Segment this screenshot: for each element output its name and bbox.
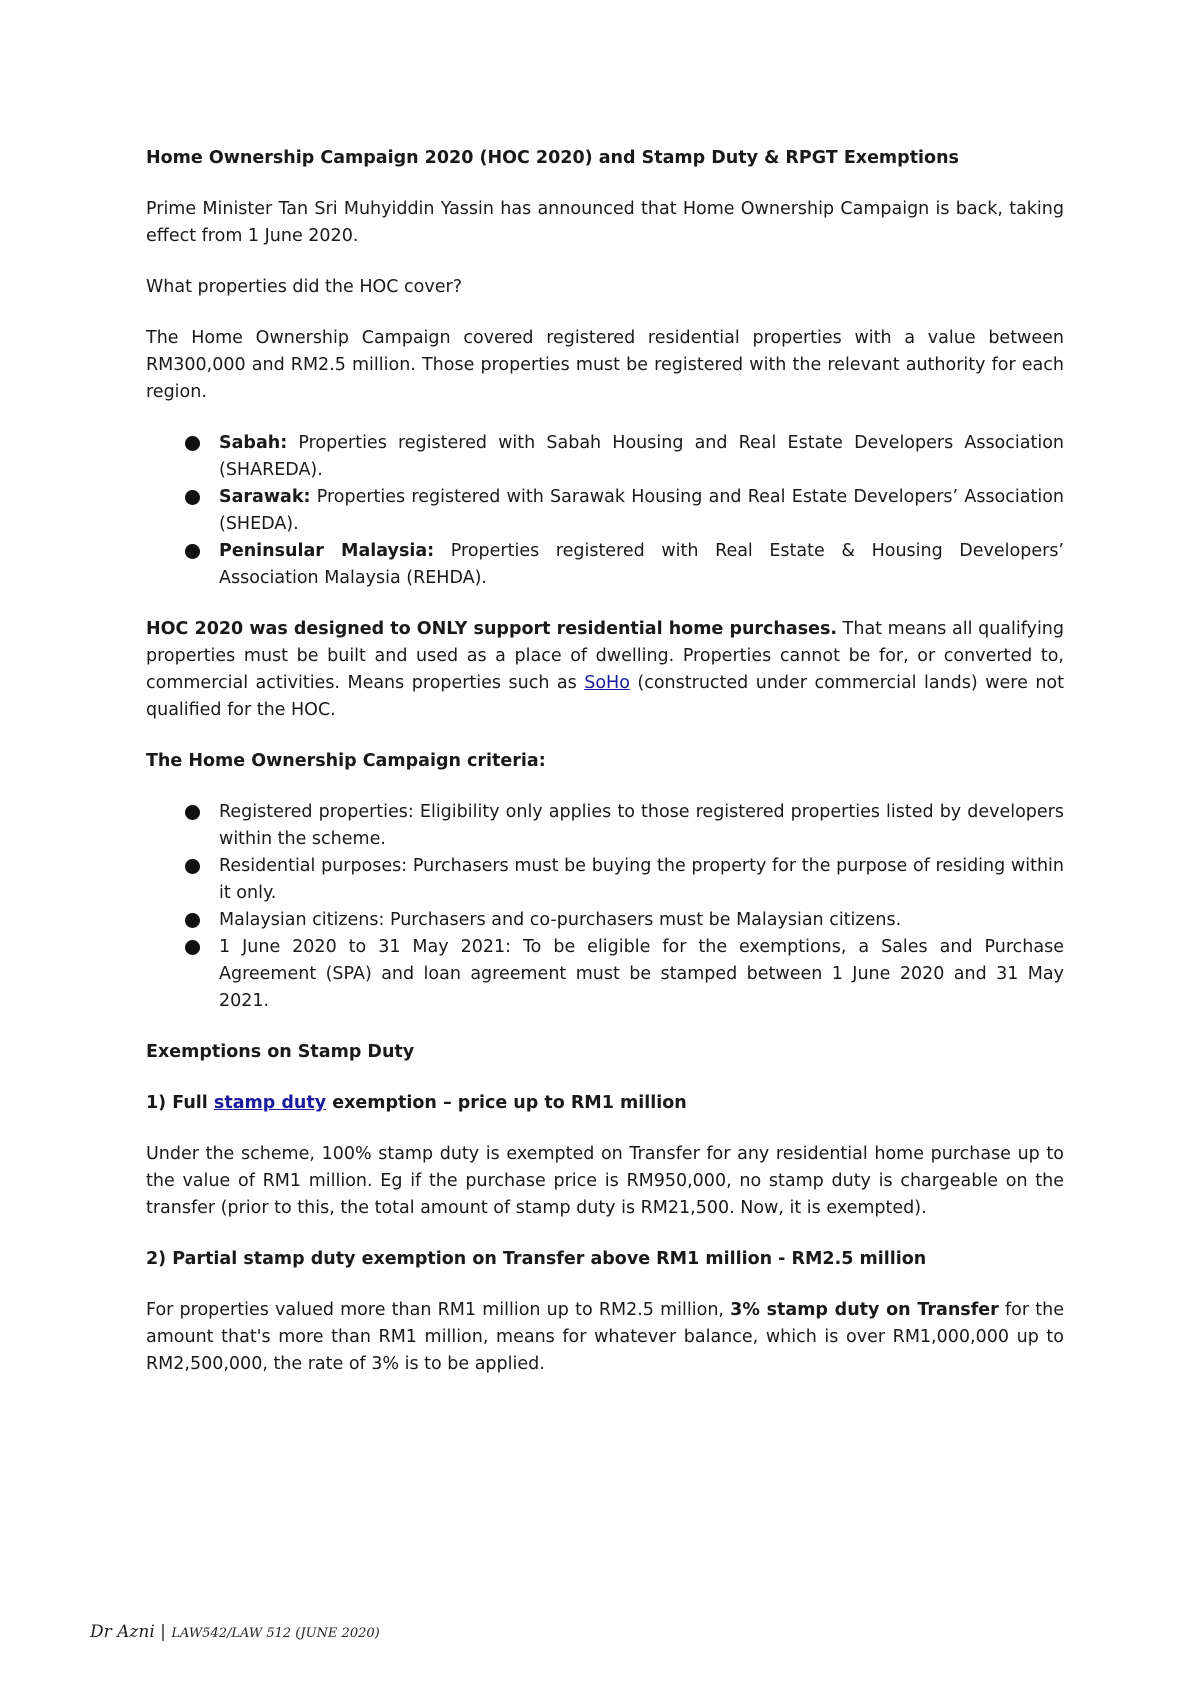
stamp-duty-link[interactable]: stamp duty [213, 1093, 327, 1113]
footer-author: Dr Azni [90, 1622, 155, 1642]
coverage-paragraph: The Home Ownership Campaign covered registered residential properties with a value between RM300,000 and RM2.5 million. Those properties must be registered with the relevant authority for each region. [146, 328, 1064, 402]
list-item: 1 June 2020 to 31 May 2021: To be eligible for the exemptions, a Sales and Purchase Agreement (SPA) and loan agreement must be stamped between 1 June 2020 and 31 May 2021. [219, 934, 1064, 1015]
list-item: Peninsular Malaysia: Properties registered with Real Estate & Housing Developers’ Association Malaysia (REHDA). [219, 538, 1064, 592]
bullet-icon [185, 940, 200, 955]
question-heading: What properties did the HOC cover? [146, 277, 462, 297]
list-item: Sarawak: Properties registered with Sarawak Housing and Real Estate Developers’ Association (SHEDA). [219, 484, 1064, 538]
hoc-paragraph: HOC 2020 was designed to ONLY support residential home purchases. That means all qualifying properties must be built and used as a place of dwelling. Properties cannot be for, or converted to, commercial activities. Means properties such as SoHo (constructed under commercial lands) were not qualified for the HOC. [146, 619, 1065, 720]
region-list [146, 430, 1064, 592]
document-page [146, 145, 1064, 1402]
exemptions-heading: Exemptions on Stamp Duty [146, 1042, 415, 1062]
criteria-list [146, 799, 1064, 1015]
bullet-icon [185, 913, 200, 928]
bullet-icon [185, 490, 200, 505]
list-item: Residential purposes: Purchasers must be buying the property for the purpose of residing within it only. [219, 853, 1064, 907]
bullet-icon [185, 436, 200, 451]
bullet-icon [185, 859, 200, 874]
partial-exemption-heading: 2) Partial stamp duty exemption on Transfer above RM1 million - RM2.5 million [146, 1249, 927, 1269]
full-exemption-paragraph: Under the scheme, 100% stamp duty is exempted on Transfer for any residential home purchase up to the value of RM1 million. Eg if the purchase price is RM950,000, no stamp duty is chargeable on the transfer (prior to this, the total amount of stamp duty is RM21,500. Now, it is exempted). [146, 1144, 1064, 1218]
page-footer: Dr Azni | LAW542/LAW 512 (JUNE 2020) [90, 1622, 380, 1642]
partial-exemption-paragraph: For properties valued more than RM1 million up to RM2.5 million, 3% stamp duty on Transfer for the amount that's more than RM1 million, means for whatever balance, which is over RM1,000,000 up to RM2,500,000, the rate of 3% is to be applied. [146, 1300, 1064, 1374]
list-item: Sabah: Properties registered with Sabah Housing and Real Estate Developers Association (SHAREDA). [219, 430, 1064, 484]
criteria-heading: The Home Ownership Campaign criteria: [146, 751, 546, 771]
bullet-icon [185, 544, 200, 559]
full-exemption-heading: 1) Full stamp duty exemption – price up to RM1 million [146, 1093, 687, 1113]
list-item: Malaysian citizens: Purchasers and co-purchasers must be Malaysian citizens. [219, 907, 1064, 934]
soho-link[interactable]: SoHo [584, 673, 630, 693]
page-title: Home Ownership Campaign 2020 (HOC 2020) and Stamp Duty & RPGT Exemptions [146, 148, 959, 168]
list-item: Registered properties: Eligibility only applies to those registered properties listed by developers within the scheme. [219, 799, 1064, 853]
footer-course: LAW542/LAW 512 (JUNE 2020) [171, 1626, 380, 1641]
bullet-icon [185, 805, 200, 820]
intro-paragraph: Prime Minister Tan Sri Muhyiddin Yassin has announced that Home Ownership Campaign is back, taking effect from 1 June 2020. [146, 199, 1064, 246]
